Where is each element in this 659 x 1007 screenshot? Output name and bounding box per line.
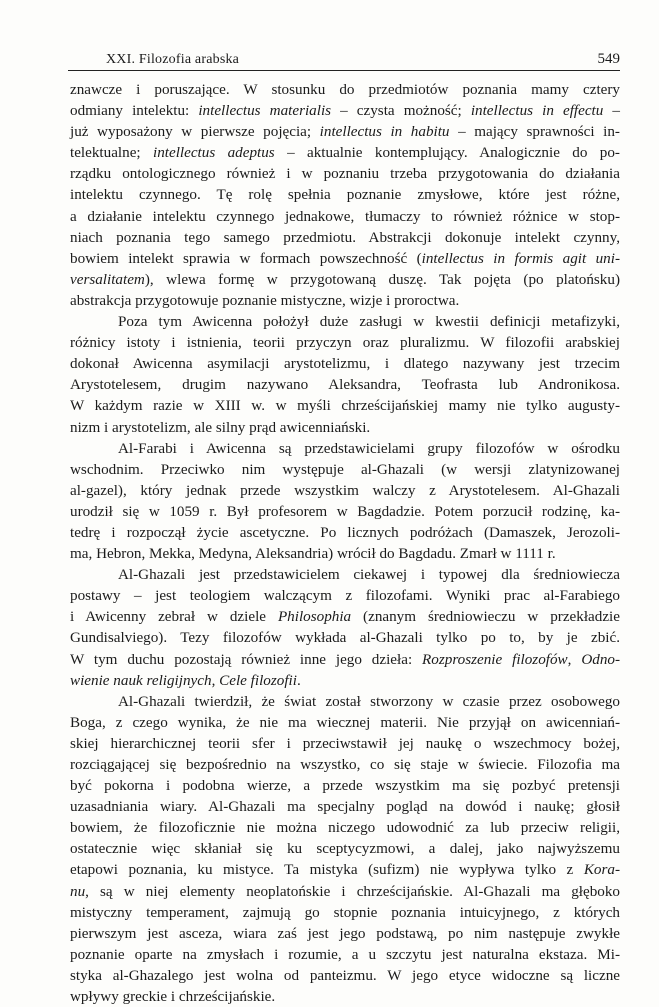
text-line: Gundisalviego). Tezy filozofów wykłada al-Ghazali tylko po to, by je zbić.: [70, 629, 620, 647]
text-line: ma, Hebron, Mekka, Medyna, Aleksandria) wrócił do Bagdadu. Zmarł w 1111 r.: [70, 545, 556, 563]
text-line: Boga, z czego wynika, że nie ma wiecznej materii. Nie przyjął on awicenniań-: [70, 713, 620, 731]
text-line: nizm i arystotelizm, ale silny prąd awicenniański.: [70, 418, 371, 436]
text-line: poznanie oparte na zmysłach i rozumie, a u szczytu jest naturalna ekstaza. Mi-: [70, 945, 620, 963]
text-line: a działanie intelektu czynnego jednakowe, tłumaczy to również różnice w stop-: [70, 207, 620, 225]
text-line: al-gazel), który jednak przede wszystkim walczy z Arystotelesem. Al-Ghazali: [70, 481, 620, 499]
text-line: Al-Ghazali twierdził, że świat został stworzony w czasie przez osobowego: [118, 692, 620, 710]
text-line: rządku ontologicznego również i w poznaniu trzeba przygotowania do działania: [70, 165, 620, 183]
header-rule: [68, 70, 620, 71]
text-line: różnicy istoty i istnienia, teorii przyczyn oraz pluralizmu. W filozofii arabskiej: [70, 334, 620, 352]
text-line: intelektu czynnego. Tę rolę spełnia poznanie zmysłowe, które jest różne,: [70, 186, 620, 204]
text-line: dokonał Awicenna asymilacji arystotelizmu, i dlatego nazywany jest trzecim: [70, 355, 620, 373]
text-line: niach poznania tego samego przedmiotu. Abstrakcji dokonuje intelekt czynny,: [70, 228, 620, 246]
text-line: nu, są w niej elementy neoplatońskie i chrześcijańskie. Al-Ghazali ma głęboko: [70, 882, 620, 900]
text-line: pierwszym jest asceza, wiara zaś jest jego podstawą, po nim następuje zwykłe: [70, 924, 620, 942]
text-line: już wyposażony w pierwsze pojęcia; intellectus in habitu – mający sprawności in-: [70, 123, 620, 141]
text-line: styka al-Ghazalego jest wolna od panteizmu. W jego etyce widoczne są liczne: [70, 966, 620, 984]
text-line: i Awicenny zebrał w dziele Philosophia (znanym średniowieczu w przekładzie: [70, 608, 620, 626]
text-line: wschodnim. Przeciwko nim występuje al-Ghazali (w wersji zlatynizowanej: [70, 460, 620, 478]
page-number: 549: [597, 51, 620, 67]
text-line: versalitatem), wlewa formę w przygotowaną duszę. Tak pojęta (po platońsku): [70, 270, 620, 288]
paragraph: [70, 438, 620, 565]
text-line: W każdym razie w XIII w. w myśli chrześcijańskiej mamy nie tylko augusty-: [70, 397, 620, 415]
paragraph: [70, 691, 620, 1007]
text-line: znawcze i poruszające. W stosunku do przedmiotów poznania mamy cztery: [70, 81, 620, 98]
text-line: Poza tym Awicenna położył duże zasługi w kwestii definicji metafizyki,: [118, 313, 620, 331]
text-line: wpływy greckie i chrześcijańskie.: [70, 988, 276, 1006]
text-line: Al-Farabi i Awicenna są przedstawicielami grupy filozofów w ośrodku: [118, 439, 620, 457]
page-header: [68, 50, 620, 70]
text-line: urodził się w 1059 r. Był profesorem w Bagdadzie. Potem porzucił rodzinę, ka-: [70, 502, 620, 520]
text-line: postawy – jest teologiem walczącym z filozofami. Wyniki prac al-Farabiego: [70, 587, 620, 605]
paragraph: [70, 79, 620, 311]
text-line: etapowi poznania, ku mistyce. Ta mistyka (sufizm) nie wypływa tylko z Kora-: [70, 861, 620, 879]
text-line: skiej hierarchicznej teorii sfer i przeciwstawił jej naukę o wszechmocy bożej,: [70, 734, 620, 752]
body-text: [70, 79, 620, 1007]
running-head: XXI. Filozofia arabska: [106, 52, 240, 67]
text-line: abstrakcja przygotowuje poznanie mistyczne, wizje i proroctwa.: [70, 291, 460, 309]
text-line: bowiem, że filozoficznie nie można niczego udowodnić za lub przeciw religii,: [70, 819, 620, 837]
paragraph: [70, 564, 620, 691]
text-line: bowiem intelekt sprawia w formach powszechność (intellectus in formis agit uni-: [70, 249, 620, 267]
text-line: telektualne; intellectus adeptus – aktualnie kontemplujący. Analogicznie do po-: [70, 144, 620, 162]
text-line: uzasadniania wiary. Al-Ghazali ma specjalny pogląd na dowód i naukę; głosił: [70, 798, 620, 816]
paragraph: [70, 311, 620, 438]
text-line: Al-Ghazali jest przedstawicielem ciekawej i typowej dla średniowiecza: [118, 566, 620, 584]
text-line: W tym duchu pozostają również inne jego dzieła: Rozproszenie filozofów, Odno-: [70, 650, 620, 668]
text-line: wienie nauk religijnych, Cele filozofii.: [70, 671, 301, 689]
text-line: odmiany intelektu: intellectus materialis – czysta możność; intellectus in effectu –: [70, 102, 620, 120]
text-line: rozciągającej się bezpośrednio na wszystko, co się staje w świecie. Filozofia ma: [70, 756, 620, 773]
text-line: być pokorna i podobna wierze, a przede wszystkim ma się pozbyć pretensji: [70, 777, 620, 795]
text-line: mistyczny temperament, zajmują go stopnie poznania intuicyjnego, z których: [70, 903, 620, 921]
text-line: tedrę i rozpoczął życie ascetyczne. Po licznych podróżach (Damaszek, Jerozoli-: [70, 523, 620, 541]
text-line: ostatecznie więc skłaniał się ku sceptycyzmowi, a dalej, jako najwyższemu: [70, 840, 620, 858]
text-line: Arystotelesem, drugim nazywano Aleksandra, Teofrasta lub Andronikosa.: [70, 376, 620, 394]
